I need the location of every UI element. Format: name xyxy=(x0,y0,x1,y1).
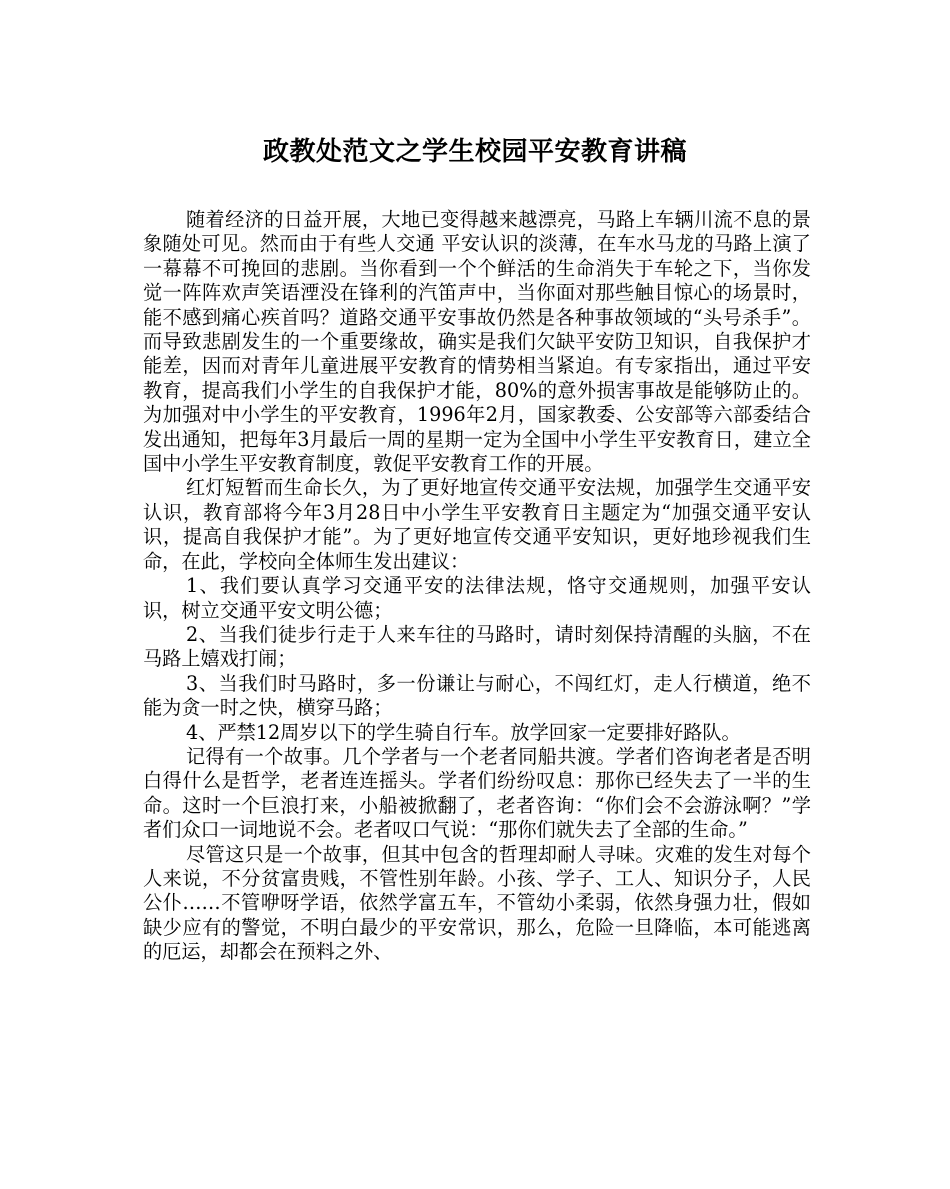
document-title: 政教处范文之学生校园平安教育讲稿 xyxy=(262,137,687,167)
list-item: 2、当我们徒步行走于人来车往的马路时，请时刻保持清醒的头脑，不在马路上嬉戏打闹； xyxy=(143,622,811,671)
list-item: 4、严禁12周岁以下的学生骑自行车。放学回家一定要排好路队。 xyxy=(186,720,741,744)
list-item: 1、我们要认真学习交通平安的法律法规，恪守交通规则，加强平安认识，树立交通平安文明公德； xyxy=(143,574,811,622)
paragraph: 红灯短暂而生命长久，为了更好地宣传交通平安法规，加强学生交通平安认识，教育部将今年3月28日中小学生平安教育日主题定为“加强交通平安认识，提高自我保护才能”。为了更好地宣传交通平安知识，更好地珍视我们生命，在此，学校向全体师生发出建议： xyxy=(143,476,811,573)
document-body xyxy=(143,208,811,965)
list-item: 3、当我们时马路时，多一份谦让与耐心，不闯红灯，走人行横道，绝不能为贪一时之快，横穿马路； xyxy=(143,671,811,720)
paragraph: 记得有一个故事。几个学者与一个老者同船共渡。学者们咨询老者是否明白得什么是哲学，老者连连摇头。学者们纷纷叹息：那你已经失去了一半的生命。这时一个巨浪打来，小船被掀翻了，老者咨询：“你们会不会游泳啊？”学者们众口一词地说不会。老者叹口气说：“那你们就失去了全部的生命。” xyxy=(143,744,811,842)
paragraph: 随着经济的日益开展，大地已变得越来越漂亮，马路上车辆川流不息的景象随处可见。然而由于有些人交通 平安认识的淡薄，在车水马龙的马路上演了一幕幕不可挽回的悲剧。当你看到一个个鲜活的生命消失于车轮之下，当你发觉一阵阵欢声笑语湮没在锋利的汽笛声中，当你面对那些触目惊心的场景时，能不感到痛心疾首吗？道路交通平安事故仍然是各种事故领域的“头号杀手”。 而导致悲剧发生的一个重要缘故，确实是我们欠缺平安防卫知识，自我保护才能差，因而对青年儿童进展平安教育的情势相当紧迫。有专家指出，通过平安教育，提高我们小学生的自我保护才能，80%的意外损害事故是能够防止的。为加强对中小学生的平安教育，1996年2月，国家教委、公安部等六部委结合发出通知，把每年3月最后一周的星期一定为全国中小学生平安教育日，建立全国中小学生平安教育制度，敦促平安教育工作的开展。 xyxy=(143,208,811,476)
paragraph: 尽管这只是一个故事，但其中包含的哲理却耐人寻味。灾难的发生对每个人来说，不分贫富贵贱，不管性别年龄。小孩、学子、工人、知识分子，人民公仆……不管咿呀学语，依然学富五车，不管幼小柔弱，依然身强力壮，假如缺少应有的警觉，不明白最少的平安常识，那么，危险一旦降临，本可能逃离的厄运，却都会在预料之外、 xyxy=(143,842,811,964)
